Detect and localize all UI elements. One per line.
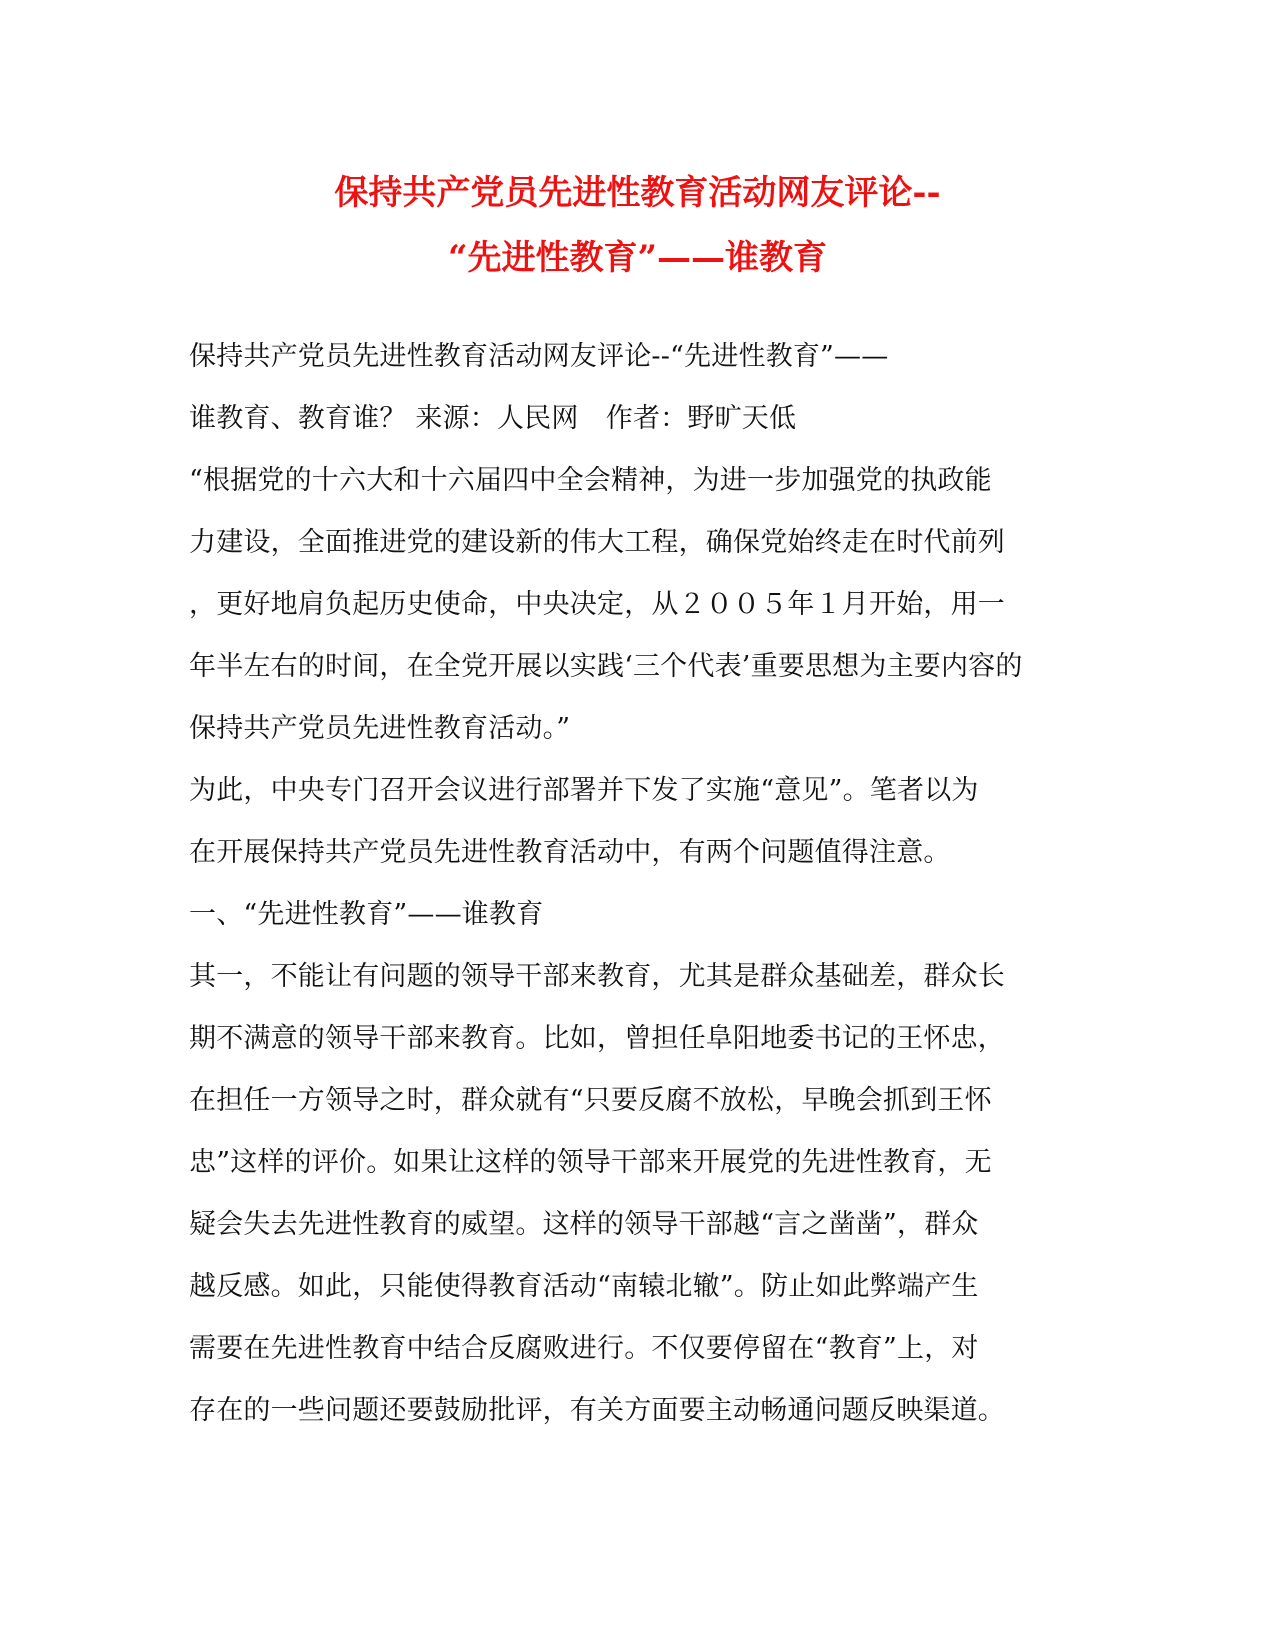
body-line: “根据党的十六大和十六届四中全会精神，为进一步加强党的执政能 (189, 465, 992, 496)
body-line: 越反感。如此，只能使得教育活动“南辕北辙”。防止如此弊端产生 (189, 1271, 979, 1302)
body-line: 在开展保持共产党员先进性教育活动中，有两个问题值得注意。 (189, 837, 951, 868)
body-line: 保持共产党员先进性教育活动网友评论--“先进性教育”—— (189, 341, 889, 372)
body-line: 忠”这样的评价。如果让这样的领导干部来开展党的先进性教育，无 (189, 1147, 992, 1178)
body-line: 期不满意的领导干部来教育。比如，曾担任阜阳地委书记的王怀忠， (189, 1023, 1005, 1054)
body-line: ，更好地肩负起历史使命，中央决定，从２００５年１月开始，用一 (189, 589, 1005, 620)
body-line: 谁教育、教育谁？ 来源：人民网 作者：野旷天低 (189, 403, 797, 434)
document-title-line-2: “先进性教育”——谁教育 (447, 238, 828, 278)
body-line: 为此，中央专门召开会议进行部署并下发了实施“意见”。笔者以为 (189, 775, 979, 806)
body-line: 其一，不能让有问题的领导干部来教育，尤其是群众基础差，群众长 (189, 961, 1005, 992)
body-line: 在担任一方领导之时，群众就有“只要反腐不放松，早晚会抓到王怀 (189, 1085, 992, 1116)
body-line: 疑会失去先进性教育的威望。这样的领导干部越“言之凿凿”，群众 (189, 1209, 979, 1240)
body-line: 保持共产党员先进性教育活动。” (189, 713, 571, 744)
body-line: 需要在先进性教育中结合反腐败进行。不仅要停留在“教育”上，对 (189, 1333, 979, 1364)
body-line: 存在的一些问题还要鼓励批评，有关方面要主动畅通问题反映渠道。 (189, 1395, 1005, 1426)
body-line: 年半左右的时间，在全党开展以实践‘三个代表’重要思想为主要内容的 (189, 651, 1023, 682)
section-heading: 一、“先进性教育”——谁教育 (189, 899, 544, 930)
document-title-line-1: 保持共产党员先进性教育活动网友评论-- (334, 173, 941, 213)
body-line: 力建设，全面推进党的建设新的伟大工程，确保党始终走在时代前列 (189, 527, 1005, 558)
